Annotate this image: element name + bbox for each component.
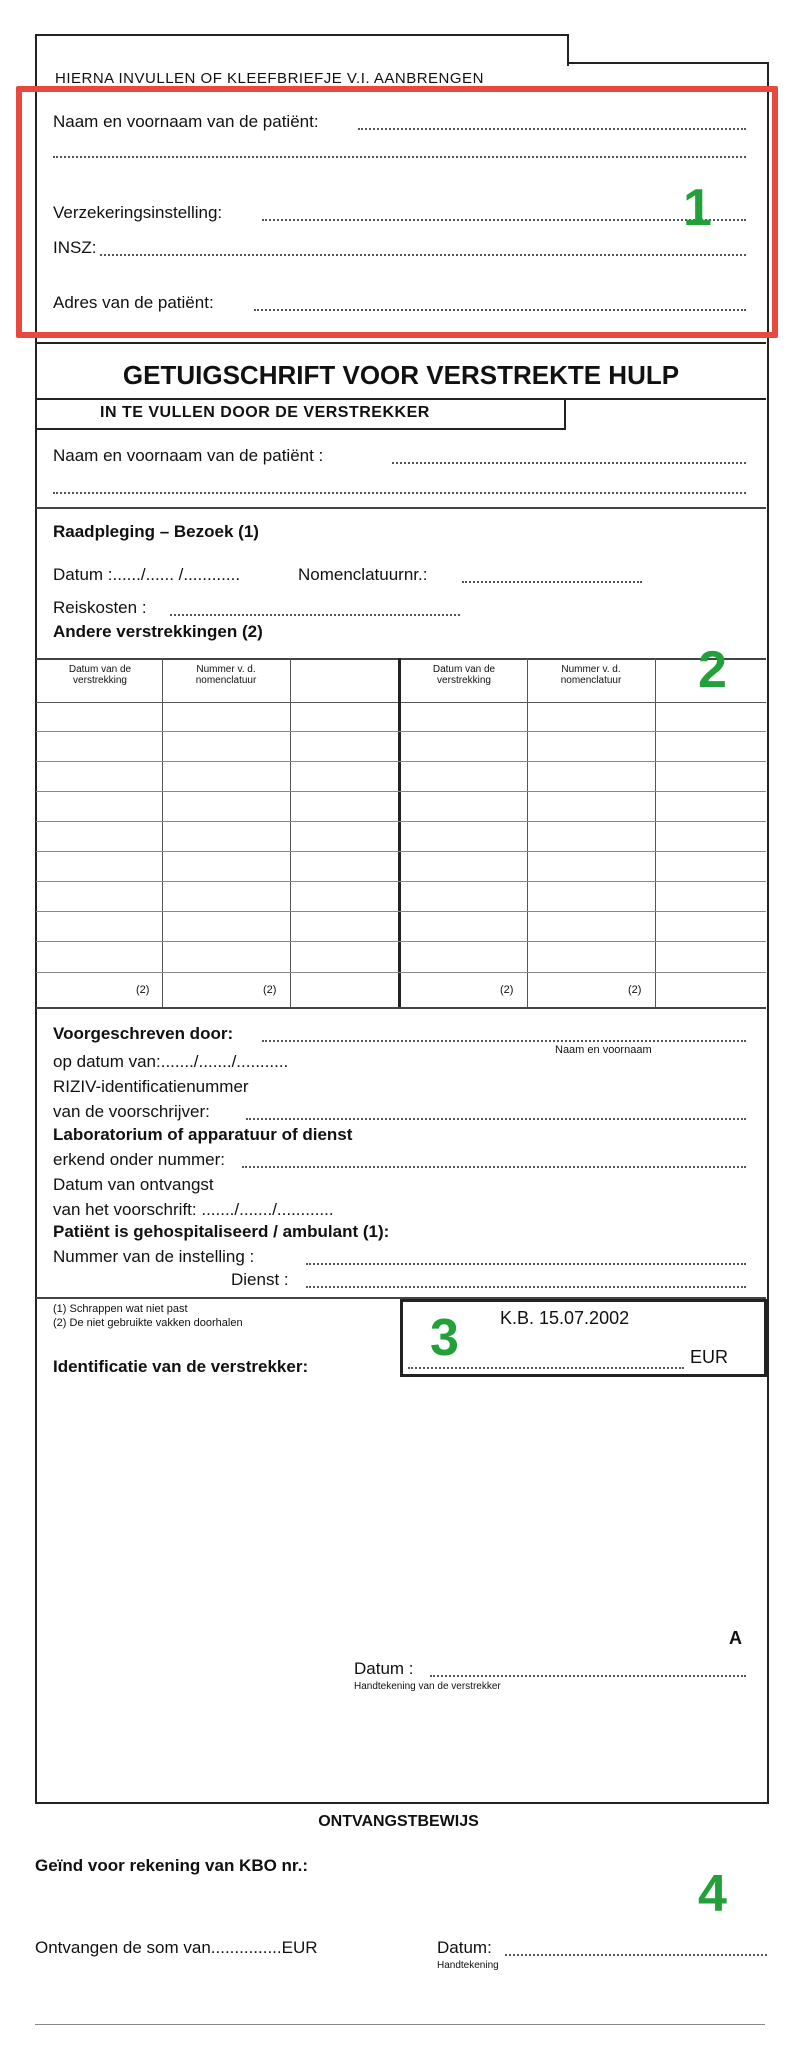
riziv-field[interactable]	[246, 1118, 746, 1120]
patient-name-field-3[interactable]	[392, 462, 746, 464]
receipt-title: ONTVANGSTBEWIJS	[318, 1813, 479, 1830]
riziv-label-1: RIZIV-identificatienummer	[53, 1077, 249, 1096]
note-2: (2) De niet gebruikte vakken doorhalen	[53, 1317, 243, 1329]
signature-date-field[interactable]	[430, 1675, 746, 1677]
sticker-header: HIERNA INVULLEN OF KLEEFBRIEFJE V.I. AANBRENGEN	[55, 70, 484, 84]
col-date-1: Datum van de verstrekking	[68, 664, 132, 686]
form-title: GETUIGSCHRIFT VOOR VERSTREKTE HULP	[122, 360, 680, 390]
received-sum[interactable]: Ontvangen de som van...............EUR	[35, 1938, 318, 1957]
address-label: Adres van de patiënt:	[53, 293, 214, 312]
note-1: (1) Schrappen wat niet past	[53, 1303, 188, 1315]
kb-label: K.B. 15.07.2002	[500, 1308, 630, 1328]
service-label: Dienst :	[231, 1270, 289, 1289]
received-label-2[interactable]: van het voorschrift: ......./......./............	[53, 1200, 334, 1219]
lab-heading: Laboratorium of apparatuur of dienst	[53, 1125, 353, 1144]
kbo-label: Geïnd voor rekening van KBO nr.:	[35, 1856, 308, 1875]
receipt-sign-label: Handtekening	[437, 1960, 499, 1971]
riziv-label-2: van de voorschrijver:	[53, 1102, 210, 1121]
identification-label: Identificatie van de verstrekker:	[53, 1357, 309, 1376]
name-note: Naam en voornaam	[555, 1044, 652, 1056]
currency: EUR	[690, 1347, 729, 1367]
institution-label: Nummer van de instelling :	[53, 1247, 255, 1266]
bottom-rule	[35, 2024, 765, 2025]
signature-letter: A	[729, 1628, 742, 1648]
col-num-1: Nummer v. d. nomenclatuur	[195, 664, 257, 686]
insurer-label: Verzekeringsinstelling:	[53, 203, 223, 222]
footnote-mark-2: (2)	[263, 984, 277, 996]
receipt-date-label: Datum:	[437, 1938, 492, 1957]
signature-date-label: Datum :	[354, 1659, 414, 1678]
consult-date[interactable]: Datum :....../...... /............	[53, 565, 241, 584]
service-field[interactable]	[306, 1286, 746, 1288]
hosp-heading: Patiënt is gehospitaliseerd / ambulant (1):	[53, 1222, 390, 1241]
recognized-field[interactable]	[242, 1166, 746, 1168]
highlight-box	[16, 86, 778, 338]
travel-field[interactable]	[170, 614, 460, 616]
consult-heading: Raadpleging – Bezoek (1)	[53, 522, 259, 541]
marker-4: 4	[698, 1865, 727, 1923]
footnote-mark-3: (2)	[500, 984, 514, 996]
sticker-header-box	[35, 34, 569, 66]
receipt-date-field[interactable]	[505, 1954, 767, 1956]
signature-sign-label: Handtekening van de verstrekker	[354, 1681, 501, 1692]
separator	[36, 342, 766, 344]
prescribed-by-label: Voorgeschreven door:	[53, 1024, 234, 1043]
other-heading: Andere verstrekkingen (2)	[53, 622, 263, 641]
prescribed-by-field[interactable]	[262, 1040, 746, 1042]
provider-header: IN TE VULLEN DOOR DE VERSTREKKER	[100, 404, 430, 421]
insz-label: INSZ:	[53, 238, 97, 257]
received-label-1: Datum van ontvangst	[53, 1175, 214, 1194]
on-date[interactable]: op datum van:......./......./...........	[53, 1052, 289, 1071]
footnote-mark-1: (2)	[136, 984, 150, 996]
nomenclature-field[interactable]	[462, 581, 642, 583]
recognized-label: erkend onder nummer:	[53, 1150, 225, 1169]
footnote-mark-4: (2)	[628, 984, 642, 996]
patient-name-label: Naam en voornaam van de patiënt:	[53, 112, 319, 131]
marker-1: 1	[683, 179, 712, 237]
marker-2: 2	[698, 641, 727, 699]
col-date-2: Datum van de verstrekking	[432, 664, 496, 686]
institution-field[interactable]	[306, 1263, 746, 1265]
col-num-2: Nummer v. d. nomenclatuur	[560, 664, 622, 686]
travel-label: Reiskosten :	[53, 598, 147, 617]
patient-name-label-2: Naam en voornaam van de patiënt :	[53, 446, 324, 465]
marker-3: 3	[430, 1309, 459, 1367]
nomenclature-label: Nomenclatuurnr.:	[298, 565, 428, 584]
